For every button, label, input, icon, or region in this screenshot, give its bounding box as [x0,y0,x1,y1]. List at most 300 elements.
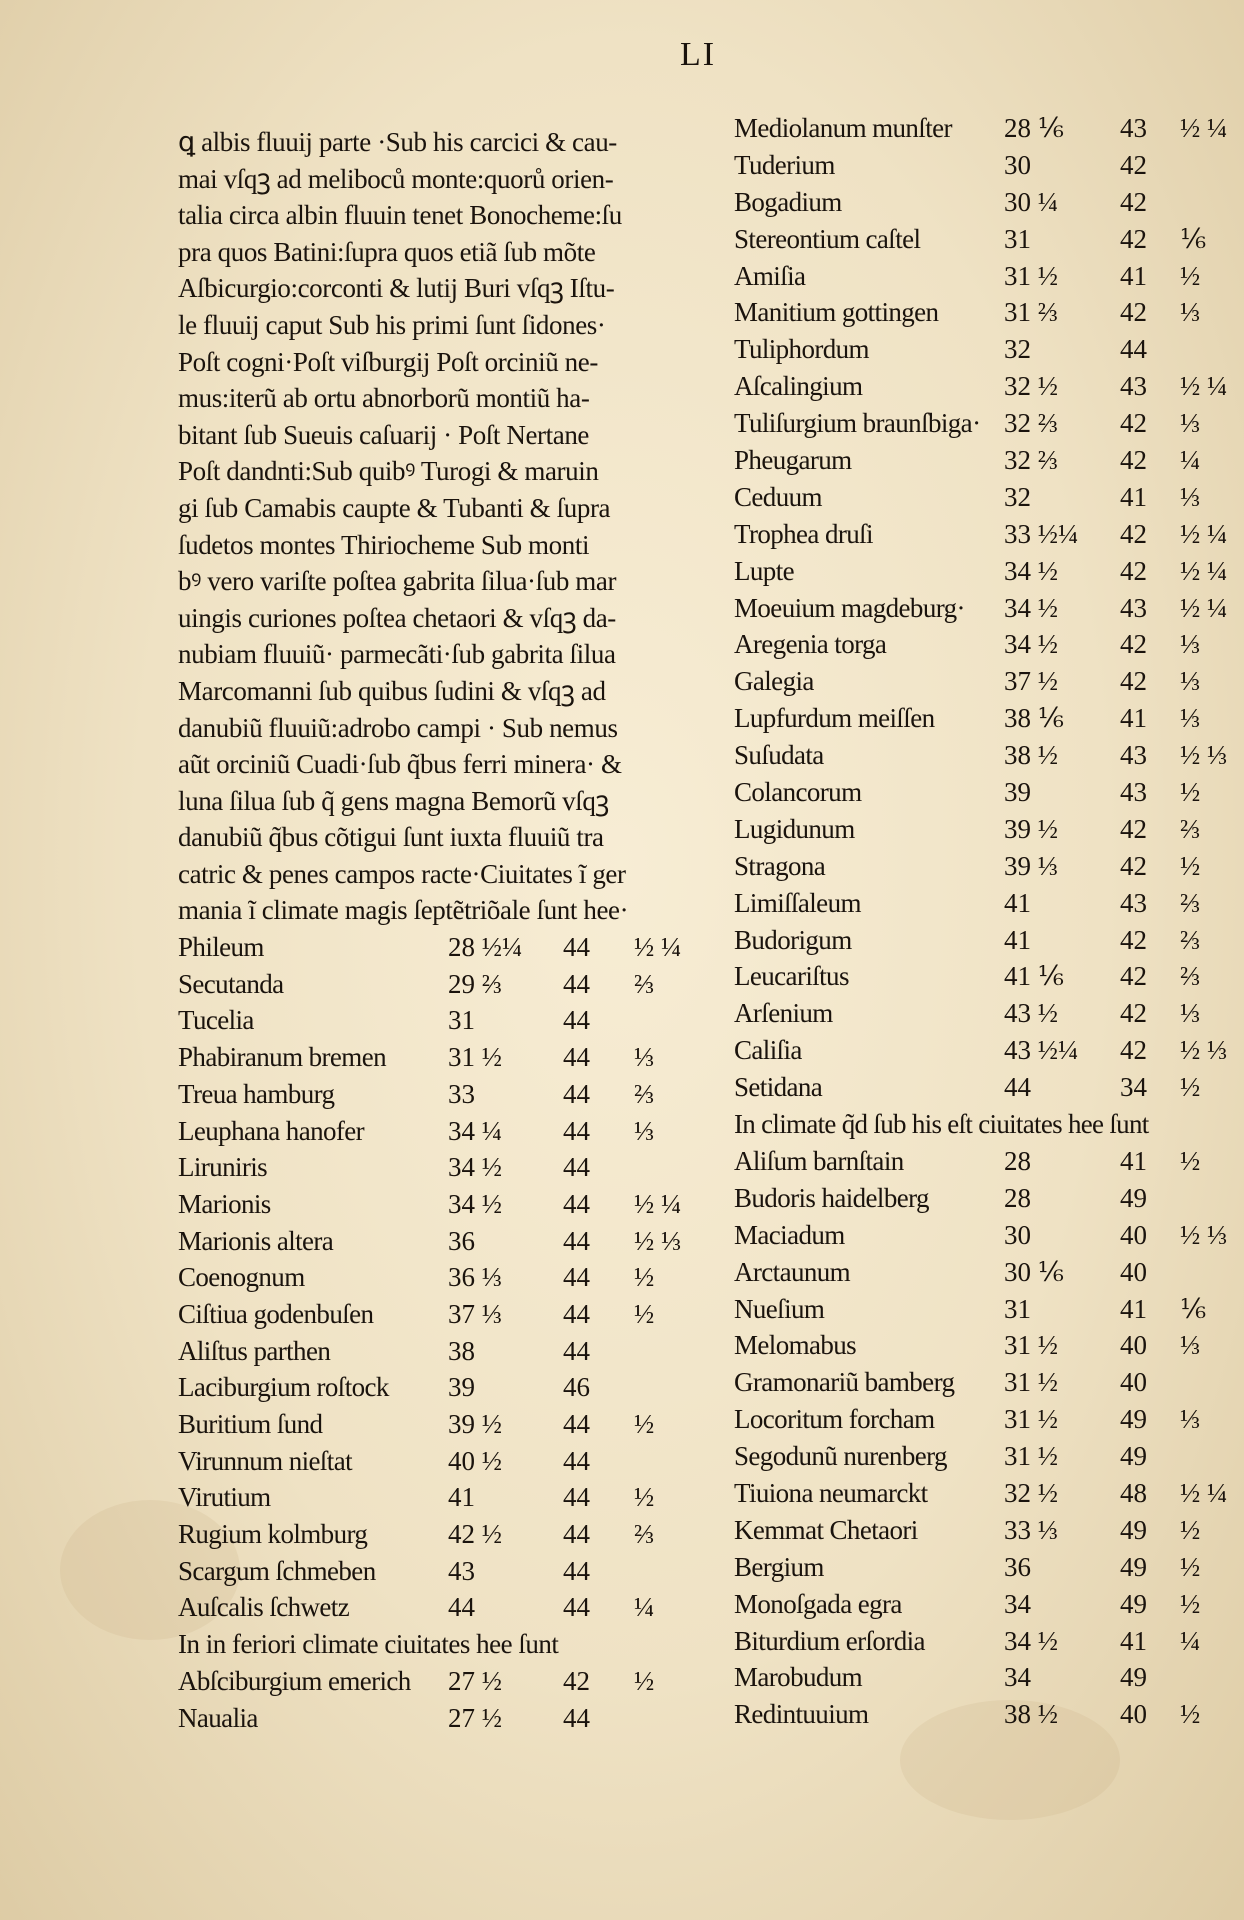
prose-line: bꝰ vero variſte poſtea gabrita ſilua·ſub mar [178,566,617,597]
prose-block [178,124,678,929]
prose-line: Poſt cogni·Poſt viſburgij Poſt orciniũ ne- [178,346,598,377]
longitude-value: 43 ½ [1004,998,1058,1029]
city-name: Leuphana hanofer [178,1115,365,1146]
table-row [734,1254,1214,1291]
table-row [734,663,1214,700]
longitude-value: 41 [1004,887,1031,918]
fraction-value: ½ [634,1482,655,1513]
city-name: Gramonariũ bamberg [734,1367,955,1398]
table-row [734,1512,1214,1549]
latitude-value: 49 [1120,1441,1147,1472]
longitude-value: 33 ⅓ [1004,1514,1058,1545]
longitude-value: 31 ½ [448,1042,502,1073]
city-name: Suſudata [734,740,824,771]
table-row [178,1113,678,1150]
table-row [734,516,1228,553]
longitude-value: 31 ½ [1004,1330,1058,1361]
prose-line: nubiam fluuiũ· parmecãti·ſub gabrita ſilua [178,639,616,670]
table-row [178,1296,678,1333]
latitude-value: 40 [1120,1256,1147,1287]
longitude-value: 31 ½ [1004,1404,1058,1435]
city-table-lower-climate [178,1663,678,1736]
longitude-value: 28 ½¼ [448,932,523,963]
latitude-value: 44 [563,1188,590,1219]
latitude-value: 41 [1120,1293,1147,1324]
latitude-value: 44 [563,1409,590,1439]
longitude-value: 44 [448,1592,475,1623]
table-row [734,1217,1228,1254]
city-name: Leucariſtus [734,961,849,992]
fraction-value: ⅙ [1180,223,1207,254]
fraction-value: ⅓ [1180,1330,1201,1361]
table-row [178,1039,678,1076]
longitude-value: 36 [448,1225,475,1256]
longitude-value: 31 [448,1005,475,1036]
longitude-value: 34 ½ [1004,629,1058,660]
latitude-value: 44 [563,932,590,963]
city-name: Treua hamburg [178,1078,335,1109]
latitude-value: 49 [1120,1404,1147,1435]
city-name: Coenognum [178,1262,305,1293]
fraction-value: ⅓ [1180,481,1201,512]
longitude-value: 34 ½ [1004,1625,1058,1656]
prose-line: uingis curiones poſtea chetaori & vſqꝫ da- [178,602,616,633]
latitude-value: 44 [563,1555,590,1586]
city-name: Maciadum [734,1219,845,1250]
longitude-value: 36 [1004,1551,1031,1582]
city-name: Amiſia [734,260,806,291]
longitude-value: 38 [448,1335,475,1366]
fraction-value: ½ ¼ [1180,113,1228,143]
table-row [734,737,1228,774]
longitude-value: 39 [1004,777,1031,808]
latitude-value: 42 [1120,186,1147,217]
table-row [734,1143,1214,1180]
city-name: Naualia [178,1702,258,1733]
city-name: Limiſſaleum [734,887,861,918]
fraction-value: ½ [634,1409,655,1439]
city-name: Scargum ſchmeben [178,1555,376,1586]
longitude-value: 30 ¼ [1004,186,1058,217]
fraction-value: ⅔ [1180,961,1201,992]
latitude-value: 43 [1120,592,1147,623]
latitude-value: 48 [1120,1477,1147,1508]
latitude-value: 44 [1120,334,1147,365]
longitude-value: 32 ½ [1004,371,1058,402]
table-row [734,1659,1214,1696]
table-row [734,1291,1214,1328]
longitude-value: 31 [1004,1293,1031,1324]
fraction-value: ½ [1180,1072,1201,1103]
longitude-value: 36 ⅓ [448,1262,502,1293]
table-row [178,1516,678,1553]
longitude-value: 41 [448,1482,475,1513]
fraction-value: ½ [634,1665,655,1696]
table-row [178,1406,678,1443]
city-name: Pheugarum [734,445,852,476]
latitude-value: 34 [1120,1072,1147,1103]
table-row [734,1438,1214,1475]
fraction-value: ⅔ [634,1078,655,1109]
latitude-value: 42 [1120,408,1147,439]
longitude-value: 37 ½ [1004,666,1058,697]
latitude-value: 42 [563,1665,590,1696]
table-row [734,1696,1214,1733]
latitude-value: 41 [1120,1145,1147,1176]
longitude-value: 32 [1004,334,1031,365]
longitude-value: 37 ⅓ [448,1298,502,1329]
longitude-value: 32 ⅔ [1004,408,1058,439]
city-name: Bergium [734,1551,824,1582]
longitude-value: 38 ½ [1004,740,1058,771]
table-row [734,626,1214,663]
latitude-value: 44 [563,1262,590,1293]
city-name: Segodunũ nurenberg [734,1441,947,1472]
longitude-value: 31 ½ [1004,1441,1058,1472]
latitude-value: 46 [563,1372,590,1403]
table-row [734,553,1228,590]
city-name: Monoſgada egra [734,1588,902,1619]
table-row [734,1180,1214,1217]
city-name: Lupfurdum meiſſen [734,703,935,734]
table-row [178,1663,678,1700]
fraction-value: ⅙ [1180,1293,1207,1324]
prose-line: pra quos Batini:ſupra quos etiã ſub mõte [178,236,596,267]
longitude-value: 43 [448,1555,475,1586]
city-name: Marobudum [734,1662,863,1693]
city-name: Budoris haidelberg [734,1182,929,1213]
fraction-value: ¼ [1180,1625,1201,1656]
city-name: Tucelia [178,1005,254,1036]
city-name: Virutium [178,1482,271,1513]
longitude-value: 39 ½ [1004,813,1058,844]
latitude-value: 42 [1120,223,1147,254]
table-row [178,1443,678,1480]
table-row [734,700,1214,737]
city-name: Ceduum [734,481,822,512]
latitude-value: 41 [1120,1625,1147,1656]
latitude-value: 43 [1120,371,1147,402]
fraction-value: ⅓ [1180,998,1201,1029]
latitude-value: 42 [1120,850,1147,881]
climate-heading: In in feriori climate ciuitates hee ſunt [178,1629,559,1660]
longitude-value: 32 ⅔ [1004,445,1058,476]
city-name: Bogadium [734,186,842,217]
longitude-value: 44 [1004,1072,1031,1103]
latitude-value: 43 [1120,113,1147,143]
table-row [734,368,1228,405]
city-name: Abſciburgium emerich [178,1665,411,1696]
fraction-value: ⅓ [1180,666,1201,697]
fraction-value: ¼ [634,1592,655,1623]
table-row [178,1553,678,1590]
city-name: Rugium kolmburg [178,1519,368,1550]
table-row [178,1259,678,1296]
fraction-value: ½ ⅓ [1180,1219,1228,1250]
latitude-value: 40 [1120,1219,1147,1250]
table-row [178,1149,678,1186]
city-name: Budorigum [734,924,852,955]
city-name: Tuderium [734,149,835,180]
latitude-value: 42 [1120,961,1147,992]
fraction-value: ½ ¼ [1180,1477,1228,1508]
city-name: Aliſum barnſtain [734,1145,904,1176]
city-name: Aliſtus parthen [178,1335,331,1366]
table-row [734,1327,1214,1364]
table-row [734,958,1214,995]
prose-line: danubiũ q̃bus cõtigui ſunt iuxta fluuiũ tra [178,822,604,853]
latitude-value: 41 [1120,481,1147,512]
fraction-value: ½ [1180,777,1201,808]
fraction-value: ½ ⅓ [1180,740,1228,771]
city-name: Trophea druſi [734,518,873,549]
prose-line: Marcomanni ſub quibus ſudini & vſqꝫ ad [178,675,606,706]
city-name: Arſenium [734,998,833,1029]
latitude-value: 49 [1120,1662,1147,1693]
prose-line: Poſt dandnti:Sub quibꝰ Turogi & maruin [178,456,599,487]
city-name: Locoritum forcham [734,1404,935,1435]
longitude-value: 34 [1004,1588,1031,1619]
longitude-value: 41 ⅙ [1004,961,1064,992]
longitude-value: 33 [448,1078,475,1109]
table-row [734,184,1214,221]
latitude-value: 41 [1120,703,1147,734]
prose-line: ſudetos montes Thiriocheme Sub monti [178,529,590,560]
city-name: Redintuuium [734,1699,869,1730]
latitude-value: 42 [1120,1035,1147,1066]
longitude-value: 31 [1004,223,1031,254]
latitude-value: 42 [1120,297,1147,328]
fraction-value: ⅓ [1180,297,1201,328]
city-name: Caliſia [734,1035,802,1066]
table-row [734,258,1214,295]
latitude-value: 49 [1120,1551,1147,1582]
table-row [734,848,1214,885]
latitude-value: 44 [563,1592,590,1623]
city-name: Liruniris [178,1152,268,1183]
table-row [734,885,1214,922]
latitude-value: 44 [563,1298,590,1329]
longitude-value: 31 ½ [1004,260,1058,291]
latitude-value: 44 [563,1152,590,1183]
longitude-value: 30 ⅙ [1004,1256,1064,1287]
city-name: Melomabus [734,1330,857,1361]
latitude-value: 44 [563,968,590,999]
prose-line: mai vſqꝫ ad meliboců monte:quorů orien- [178,163,614,194]
fraction-value: ½ [1180,260,1201,291]
table-row [734,405,1214,442]
fraction-value: ½ [634,1262,655,1293]
latitude-value: 40 [1120,1330,1147,1361]
climate-heading: In climate q̃d ſub his eſt ciuitates hee ſunt [734,1109,1149,1140]
latitude-value: 42 [1120,445,1147,476]
city-name: Virunnum nieſtat [178,1445,352,1476]
fraction-value: ⅓ [634,1115,655,1146]
longitude-value: 28 [1004,1145,1031,1176]
table-row [734,1069,1214,1106]
latitude-value: 42 [1120,666,1147,697]
fraction-value: ½ [1180,1145,1201,1176]
longitude-value: 28 ⅙ [1004,113,1064,143]
fraction-value: ½ ¼ [1180,518,1228,549]
table-row [178,1002,678,1039]
latitude-value: 44 [563,1702,590,1733]
table-row [178,1369,678,1406]
latitude-value: 42 [1120,555,1147,586]
table-row [734,922,1214,959]
prose-line: danubiũ fluuiũ:adrobo campi · Sub nemus [178,712,618,743]
fraction-value: ½ [1180,850,1201,881]
city-name: Buritium ſund [178,1409,323,1439]
table-row [178,929,682,966]
longitude-value: 31 ½ [1004,1367,1058,1398]
longitude-value: 38 ½ [1004,1699,1058,1730]
fraction-value: ½ [1180,1514,1201,1545]
prose-line: Aſbicurgio:corconti & lutij Buri vſqꝫ Iſtu- [178,273,615,304]
longitude-value: 29 ⅔ [448,968,502,999]
table-row [734,147,1214,184]
table-row [178,1186,682,1223]
longitude-value: 34 [1004,1662,1031,1693]
table-row [734,1549,1214,1586]
longitude-value: 39 [448,1372,475,1403]
fraction-value: ½ ¼ [1180,555,1228,586]
city-name: Galegia [734,666,814,697]
city-name: Marionis altera [178,1225,334,1256]
city-name: Mediolanum munſter [734,113,952,143]
table-row [734,1032,1228,1069]
city-name: Aregenia torga [734,629,887,660]
latitude-value: 43 [1120,777,1147,808]
city-name: Kemmat Chetaori [734,1514,918,1545]
longitude-value: 31 ⅔ [1004,297,1058,328]
table-row [178,1479,678,1516]
prose-line: luna ſilua ſub q̃ gens magna Bemorũ vſqꝫ [178,785,609,816]
fraction-value: ½ [1180,1588,1201,1619]
latitude-value: 40 [1120,1367,1147,1398]
latitude-value: 44 [563,1225,590,1256]
longitude-value: 42 ½ [448,1519,502,1550]
longitude-value: 39 ½ [448,1409,502,1439]
latitude-value: 42 [1120,149,1147,180]
longitude-value: 30 [1004,149,1031,180]
city-name: Ciſtiua godenbuſen [178,1298,374,1329]
table-row [734,442,1214,479]
right-column [734,110,1228,1733]
city-name: Stereontium caſtel [734,223,921,254]
city-name: Colancorum [734,777,862,808]
fraction-value: ⅓ [1180,629,1201,660]
table-row [178,1700,678,1737]
table-row [178,1333,678,1370]
table-row [734,331,1214,368]
longitude-value: 32 ½ [1004,1477,1058,1508]
prose-line: mania ĩ climate magis ſeptẽtriõale ſunt hee· [178,895,629,926]
fraction-value: ½ ¼ [634,932,682,963]
fraction-value: ¼ [1180,445,1201,476]
latitude-value: 44 [563,1482,590,1513]
longitude-value: 32 [1004,481,1031,512]
left-column [178,124,682,1736]
table-row [734,1364,1214,1401]
longitude-value: 43 ½¼ [1004,1035,1079,1066]
latitude-value: 43 [1120,740,1147,771]
prose-line: bitant ſub Sueuis caſuarij · Poſt Nertane [178,419,589,450]
longitude-value: 28 [1004,1182,1031,1213]
city-name: Auſcalis ſchwetz [178,1592,350,1623]
longitude-value: 34 ½ [448,1152,502,1183]
city-name: Tuliphordum [734,334,869,365]
latitude-value: 49 [1120,1588,1147,1619]
city-name: Laciburgium roſtock [178,1372,389,1403]
prose-line: talia circa albin fluuin tenet Bonocheme:ſu [178,200,622,231]
latitude-value: 44 [563,1519,590,1550]
latitude-value: 44 [563,1445,590,1476]
latitude-value: 44 [563,1042,590,1073]
city-name: Phileum [178,932,264,963]
latitude-value: 49 [1120,1182,1147,1213]
table-row [734,1586,1214,1623]
table-row [178,1223,682,1260]
city-name: Stragona [734,850,826,881]
table-row [734,1623,1214,1660]
prose-line: mus:iterũ ab ortu abnorborũ montiũ ha- [178,383,590,414]
longitude-value: 33 ½¼ [1004,518,1079,549]
fraction-value: ⅔ [634,1519,655,1550]
fraction-value: ½ [1180,1551,1201,1582]
fraction-value: ½ ⅓ [1180,1035,1228,1066]
city-table-continued [734,110,1228,1106]
city-table-next-climate [734,1143,1228,1733]
city-name: Secutanda [178,968,284,999]
fraction-value: ⅔ [634,968,655,999]
latitude-value: 41 [1120,260,1147,291]
fraction-value: ⅔ [1180,813,1201,844]
city-name: Arctaunum [734,1256,851,1287]
table-row [734,110,1228,147]
longitude-value: 34 ½ [1004,555,1058,586]
city-name: Phabiranum bremen [178,1042,386,1073]
city-name: Nueſium [734,1293,825,1324]
city-name: Biturdium erſordia [734,1625,925,1656]
city-name: Manitium gottingen [734,297,939,328]
longitude-value: 40 ½ [448,1445,502,1476]
latitude-value: 49 [1120,1514,1147,1545]
latitude-value: 44 [563,1005,590,1036]
city-name: Tuliſurgium braunſbiga· [734,408,981,439]
latitude-value: 42 [1120,998,1147,1029]
fraction-value: ⅓ [1180,1404,1201,1435]
longitude-value: 34 ½ [1004,592,1058,623]
latitude-value: 44 [563,1078,590,1109]
fraction-value: ⅔ [1180,924,1201,955]
longitude-value: 38 ⅙ [1004,703,1064,734]
fraction-value: ⅔ [1180,887,1201,918]
longitude-value: 30 [1004,1219,1031,1250]
latitude-value: 42 [1120,813,1147,844]
latitude-value: 43 [1120,887,1147,918]
fraction-value: ½ ⅓ [634,1225,682,1256]
city-name: Tiuiona neumarckt [734,1477,928,1508]
fraction-value: ⅓ [634,1042,655,1073]
fraction-value: ⅓ [1180,408,1201,439]
table-row [734,294,1214,331]
folio-number: LI [680,36,717,73]
table-row [734,811,1214,848]
city-name: Marionis [178,1188,271,1219]
fraction-value: ½ [634,1298,655,1329]
longitude-value: 27 ½ [448,1665,502,1696]
